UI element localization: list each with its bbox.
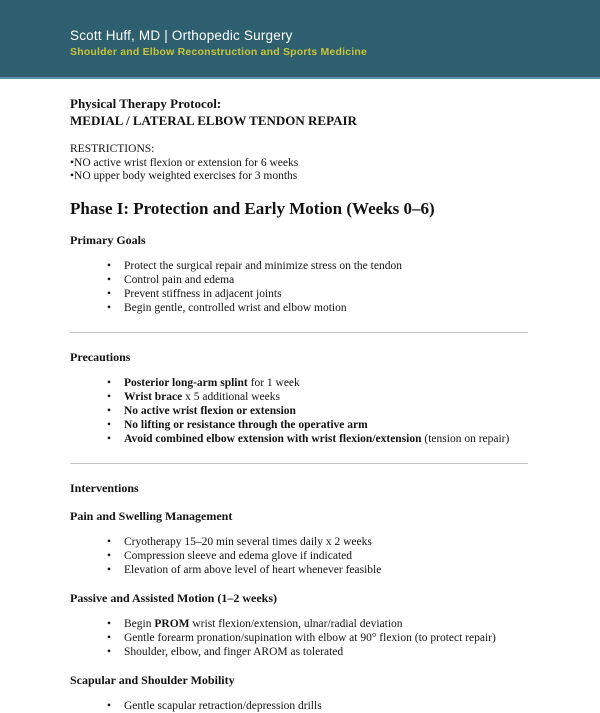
precautions-list <box>70 376 528 446</box>
bullet-item <box>70 631 528 645</box>
practice-name: Scott Huff, MD | Orthopedic Surgery <box>70 28 293 43</box>
precautions-heading: Precautions <box>70 349 131 364</box>
restrictions-label: RESTRICTIONS: <box>70 143 155 155</box>
text-run: Begin <box>124 617 155 630</box>
text-run: Cryotherapy 15–20 min several times daily x 2 weeks <box>124 535 372 548</box>
text-run: for 1 week <box>247 376 300 389</box>
bullet-item <box>70 617 528 631</box>
text-run: Gentle scapular retraction/depression drills <box>124 699 322 712</box>
primary-goals-list <box>70 259 528 315</box>
bullet-item <box>70 301 528 315</box>
pain-swelling-list <box>70 535 528 577</box>
passive-motion-heading: Passive and Assisted Motion (1–2 weeks) <box>70 590 278 605</box>
bullet-item <box>70 549 528 563</box>
document-title-line1: Physical Therapy Protocol: <box>70 96 222 111</box>
bullet-item <box>70 535 528 549</box>
bold-text-run: No active wrist flexion or extension <box>124 404 296 417</box>
text-run: Compression sleeve and edema glove if indicated <box>124 549 353 562</box>
letterhead-banner <box>0 0 600 79</box>
scapular-shoulder-list <box>70 699 528 713</box>
interventions-heading: Interventions <box>70 480 139 495</box>
text-run: Prevent stiffness in adjacent joints <box>124 287 282 300</box>
bullet-item <box>70 273 528 287</box>
document-page <box>0 79 600 713</box>
text-run: Control pain and edema <box>124 273 235 286</box>
bullet-item <box>70 404 528 418</box>
text-run: (tension on repair) <box>421 432 510 445</box>
document-title-line2: MEDIAL / LATERAL ELBOW TENDON REPAIR <box>70 113 357 128</box>
text-run: Gentle forearm pronation/supination with elbow at 90° flexion (to protect repair) <box>124 631 496 644</box>
bold-text-run: PROM <box>154 617 190 630</box>
pain-swelling-heading: Pain and Swelling Management <box>70 508 233 523</box>
text-run: Shoulder, elbow, and finger AROM as tolerated <box>124 645 344 658</box>
phase-1-heading: Phase I: Protection and Early Motion (Weeks 0–6) <box>70 198 435 218</box>
bullet-item <box>70 563 528 577</box>
text-run: Begin gentle, controlled wrist and elbow motion <box>124 301 347 314</box>
text-run: wrist flexion/extension, ulnar/radial deviation <box>189 617 403 630</box>
section-divider <box>70 332 528 333</box>
bullet-item <box>70 376 528 390</box>
section-divider <box>70 463 528 464</box>
scapular-shoulder-heading: Scapular and Shoulder Mobility <box>70 672 235 687</box>
bullet-item <box>70 259 528 273</box>
bullet-item <box>70 390 528 404</box>
bold-text-run: Posterior long-arm splint <box>124 376 248 389</box>
practice-tagline: Shoulder and Elbow Reconstruction and Sports Medicine <box>70 46 368 58</box>
bullet-item <box>70 287 528 301</box>
restriction-item: • NO upper body weighted exercises for 3 months <box>70 170 528 184</box>
text-run: x 5 additional weeks <box>182 390 280 403</box>
bullet-item <box>70 699 528 713</box>
text-run: Elevation of arm above level of heart whenever feasible <box>124 563 382 576</box>
text-run: Protect the surgical repair and minimize stress on the tendon <box>124 259 402 272</box>
primary-goals-heading: Primary Goals <box>70 232 146 247</box>
document-blocks <box>70 143 528 713</box>
bold-text-run: No lifting or resistance through the operative arm <box>124 418 368 431</box>
passive-motion-list <box>70 617 528 659</box>
bullet-item <box>70 418 528 432</box>
bold-text-run: Avoid combined elbow extension with wrist flexion/extension <box>124 432 422 445</box>
bullet-item <box>70 432 528 446</box>
restriction-item: • NO active wrist flexion or extension for 6 weeks <box>70 157 528 171</box>
bold-text-run: Wrist brace <box>124 390 183 403</box>
bullet-item <box>70 645 528 659</box>
restrictions-list <box>70 157 528 184</box>
